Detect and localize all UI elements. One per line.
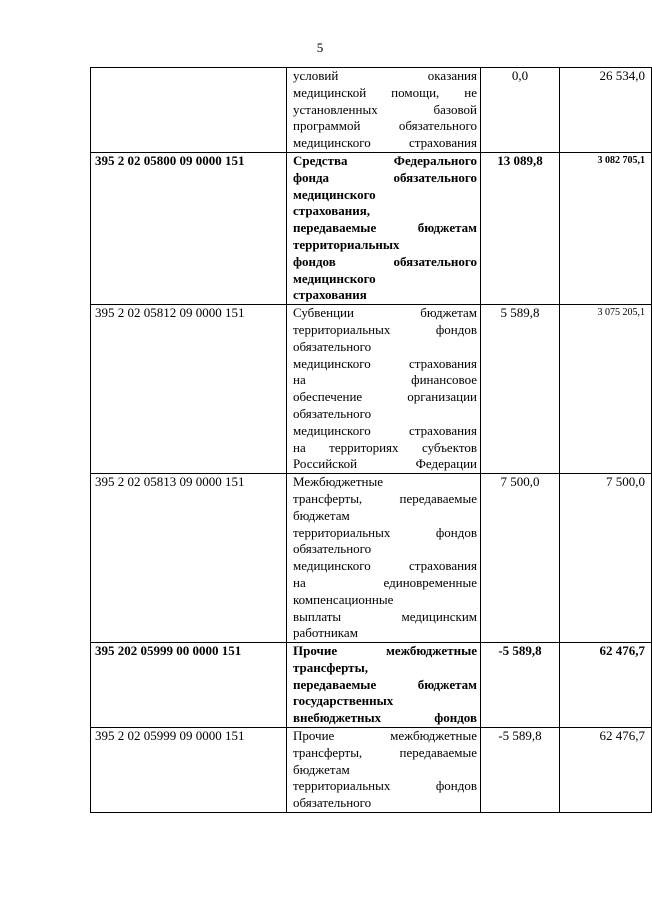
revenue-name-line: бюджетам — [293, 761, 350, 777]
revenue-name-line: работникам — [293, 625, 358, 641]
amount-change-cell: 13 089,8 — [481, 152, 560, 304]
revenue-name-cell — [287, 305, 481, 474]
budget-code-cell — [91, 474, 287, 643]
amount-total-cell: 7 500,0 — [560, 474, 652, 643]
budget-code: 395 202 05999 00 0000 151 — [95, 643, 242, 659]
revenue-name-line: на финансовое — [293, 372, 477, 388]
revenue-name-line: трансферты, передаваемые — [293, 744, 477, 760]
revenue-name-line: на территориях субъектов — [293, 439, 477, 455]
revenue-name-line: бюджетам — [293, 507, 350, 523]
revenue-name-line: страхования, — [293, 203, 371, 219]
revenue-name-line: Средства Федерального — [293, 152, 477, 168]
amount-change-cell: 0,0 — [481, 68, 560, 153]
revenue-name-line: страхования — [293, 287, 367, 303]
revenue-name-line: территориальных фондов — [293, 524, 477, 540]
amount-total-cell: 3 082 705,1 — [560, 152, 652, 304]
revenue-name-line: территориальных — [293, 236, 400, 252]
budget-code-cell — [91, 68, 287, 153]
page-number: 5 — [316, 40, 324, 55]
revenue-name-cell — [287, 152, 481, 304]
revenue-name-line: обязательного — [293, 541, 372, 557]
revenue-name-line: государственных — [293, 693, 394, 709]
amount-total-cell: 26 534,0 — [560, 68, 652, 153]
table-row — [91, 68, 652, 153]
budget-code: 395 2 02 05800 09 0000 151 — [95, 152, 245, 168]
table-row — [91, 152, 652, 304]
amount-change-cell: -5 589,8 — [481, 728, 560, 813]
revenue-name-line: передаваемые бюджетам — [293, 676, 477, 692]
revenue-name-cell — [287, 474, 481, 643]
revenue-name-cell — [287, 643, 481, 728]
budget-code: 395 2 02 05813 09 0000 151 — [95, 474, 245, 490]
amount-total-cell: 3 075 205,1 — [560, 305, 652, 474]
revenue-name-line: Российской Федерации — [293, 456, 477, 472]
amount-change-cell: -5 589,8 — [481, 643, 560, 728]
revenue-name-line: медицинского страхования — [293, 422, 477, 438]
revenue-name-line: установленных базовой — [293, 101, 477, 117]
table-row — [91, 728, 652, 813]
revenue-name-line: внебюджетных фондов — [293, 710, 477, 726]
revenue-name-line: передаваемые бюджетам — [293, 220, 477, 236]
revenue-name-line: обеспечение организации — [293, 389, 477, 405]
amount-change-cell: 5 589,8 — [481, 305, 560, 474]
revenue-name-line: условий оказания — [293, 68, 477, 83]
revenue-name-line: компенсационные — [293, 591, 394, 607]
budget-code-cell — [91, 643, 287, 728]
revenue-name-line: программой обязательного — [293, 118, 477, 134]
revenue-name-line: медицинской помощи, не — [293, 84, 477, 100]
amount-total-cell: 62 476,7 — [560, 643, 652, 728]
budget-code-cell — [91, 305, 287, 474]
revenue-name-line: территориальных фондов — [293, 321, 477, 337]
revenue-name-line: медицинского страхования — [293, 135, 477, 151]
revenue-name-line: Прочие межбюджетные — [293, 643, 477, 659]
budget-code: 395 2 02 05999 09 0000 151 — [95, 728, 245, 744]
revenue-name-line: фонда обязательного — [293, 169, 477, 185]
revenue-name-line: обязательного — [293, 405, 372, 421]
revenue-name-line: на единовременные — [293, 574, 477, 590]
table-row — [91, 474, 652, 643]
budget-code-cell — [91, 728, 287, 813]
revenue-name-line: Прочие межбюджетные — [293, 728, 477, 744]
revenue-name-line: Субвенции бюджетам — [293, 305, 477, 321]
revenue-name-line: медицинского — [293, 270, 376, 286]
budget-code: 395 2 02 05812 09 0000 151 — [95, 305, 245, 321]
amount-change-cell: 7 500,0 — [481, 474, 560, 643]
revenue-name-line: обязательного — [293, 795, 372, 811]
table-row — [91, 643, 652, 728]
revenue-name-line: медицинского страхования — [293, 558, 477, 574]
revenue-name-line: Межбюджетные — [293, 474, 383, 490]
revenue-name-cell — [287, 68, 481, 153]
revenue-name-line: трансферты, передаваемые — [293, 490, 477, 506]
revenue-name-line: медицинского — [293, 186, 376, 202]
revenue-name-line: территориальных фондов — [293, 778, 477, 794]
revenue-name-line: трансферты, — [293, 659, 368, 675]
revenue-name-cell — [287, 728, 481, 813]
revenue-name-line: фондов обязательного — [293, 253, 477, 269]
revenue-name-line: выплаты медицинским — [293, 608, 477, 624]
revenue-name-line: медицинского страхования — [293, 355, 477, 371]
revenue-name-line: обязательного — [293, 338, 372, 354]
table-row — [91, 305, 652, 474]
amount-total-cell: 62 476,7 — [560, 728, 652, 813]
budget-table — [90, 67, 652, 813]
budget-code-cell — [91, 152, 287, 304]
